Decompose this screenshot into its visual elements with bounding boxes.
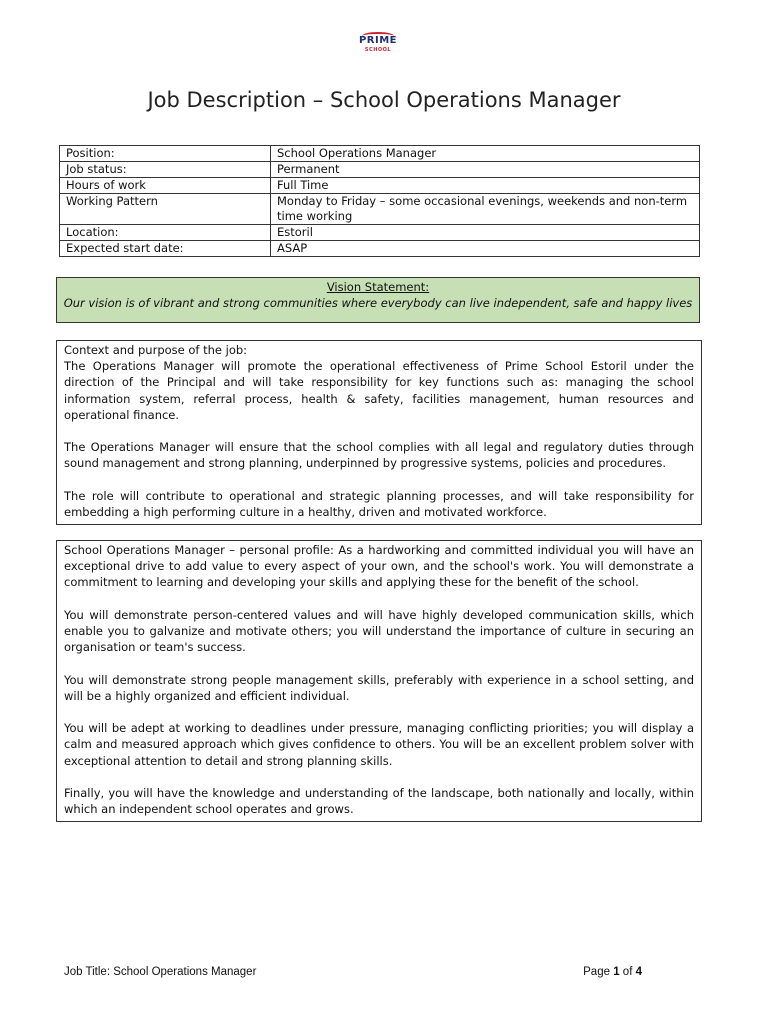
context-label: Context and purpose of the job: [64, 343, 248, 357]
job-info-table [59, 145, 700, 257]
profile-paragraph: You will demonstrate person-centered values and will have highly developed communication skills, which enable you to galvanize and motivate others; you will understand the importance of culture in securing an organisation or team's success. [64, 607, 694, 655]
info-label-location: Location: [60, 225, 271, 241]
info-value-hours: Full Time [271, 178, 700, 194]
footer-page-number [583, 966, 642, 978]
context-paragraph: The Operations Manager will promote the operational effectiveness of Prime School Estoril under the direction of the Principal and will take responsibility for key functions such as: managing the school information system, referral process, health & safety, facilities management, human resources and operational finance. [64, 359, 694, 422]
footer-job-title: Job Title: School Operations Manager [64, 966, 257, 978]
context-paragraph: The role will contribute to operational and strategic planning processes, and will take responsibility for embedding a high performing culture in a healthy, driven and motivated workforce. [64, 488, 694, 519]
info-label-working-pattern: Working Pattern [60, 194, 271, 225]
vision-heading: Vision Statement: [326, 280, 430, 294]
profile-paragraph: Finally, you will have the knowledge and understanding of the landscape, both nationally and locally, within which an independent school operates and grows. [64, 785, 694, 817]
table-row [60, 146, 700, 162]
profile-paragraph: You will be adept at working to deadlines under pressure, managing conflicting priorities; you will display a calm and measured approach which gives confidence to others. You will be an excellent problem solver with exceptional attention to detail and strong planning skills. [64, 721, 694, 768]
table-row [60, 194, 700, 225]
page-of: of [622, 966, 633, 978]
vision-statement-box [56, 277, 700, 323]
table-row [60, 241, 700, 257]
logo-main-text: PRIME [358, 35, 398, 46]
prime-school-logo [352, 30, 404, 58]
info-value-location: Estoril [271, 225, 700, 241]
info-label-hours: Hours of work [60, 178, 271, 194]
personal-profile-box [56, 540, 702, 822]
page-total: 4 [635, 966, 642, 978]
profile-paragraph: You will demonstrate strong people management skills, preferably with experience in a school setting, and will be a highly organized and efficient individual. [64, 672, 694, 703]
logo-sub-text: SCHOOL [364, 47, 392, 53]
page-title: Job Description – School Operations Manager [147, 88, 621, 112]
table-row [60, 225, 700, 241]
page-current: 1 [613, 966, 620, 978]
table-row [60, 162, 700, 178]
info-value-start-date: ASAP [271, 241, 700, 257]
context-purpose-box [56, 340, 702, 525]
info-label-job-status: Job status: [60, 162, 271, 178]
info-label-start-date: Expected start date: [60, 241, 271, 257]
info-label-position: Position: [60, 146, 271, 162]
profile-paragraph: School Operations Manager – personal profile: As a hardworking and committed individual you will have an exceptional drive to add value to every aspect of your own, and the school's work. You will demonstrate a commitment to learning and developing your skills and applying these for the benefit of the school. [64, 543, 694, 590]
info-value-job-status: Permanent [271, 162, 700, 178]
vision-text: Our vision is of vibrant and strong communities where everybody can live independent, safe and happy lives [63, 296, 693, 310]
info-value-working-pattern: Monday to Friday – some occasional evenings, weekends and non-term time working [271, 194, 700, 225]
page-word: Page [583, 966, 610, 978]
context-paragraph: The Operations Manager will ensure that the school complies with all legal and regulatory duties through sound management and strong planning, underpinned by progressive systems, policies and procedures. [64, 440, 694, 471]
table-row [60, 178, 700, 194]
info-value-position: School Operations Manager [271, 146, 700, 162]
